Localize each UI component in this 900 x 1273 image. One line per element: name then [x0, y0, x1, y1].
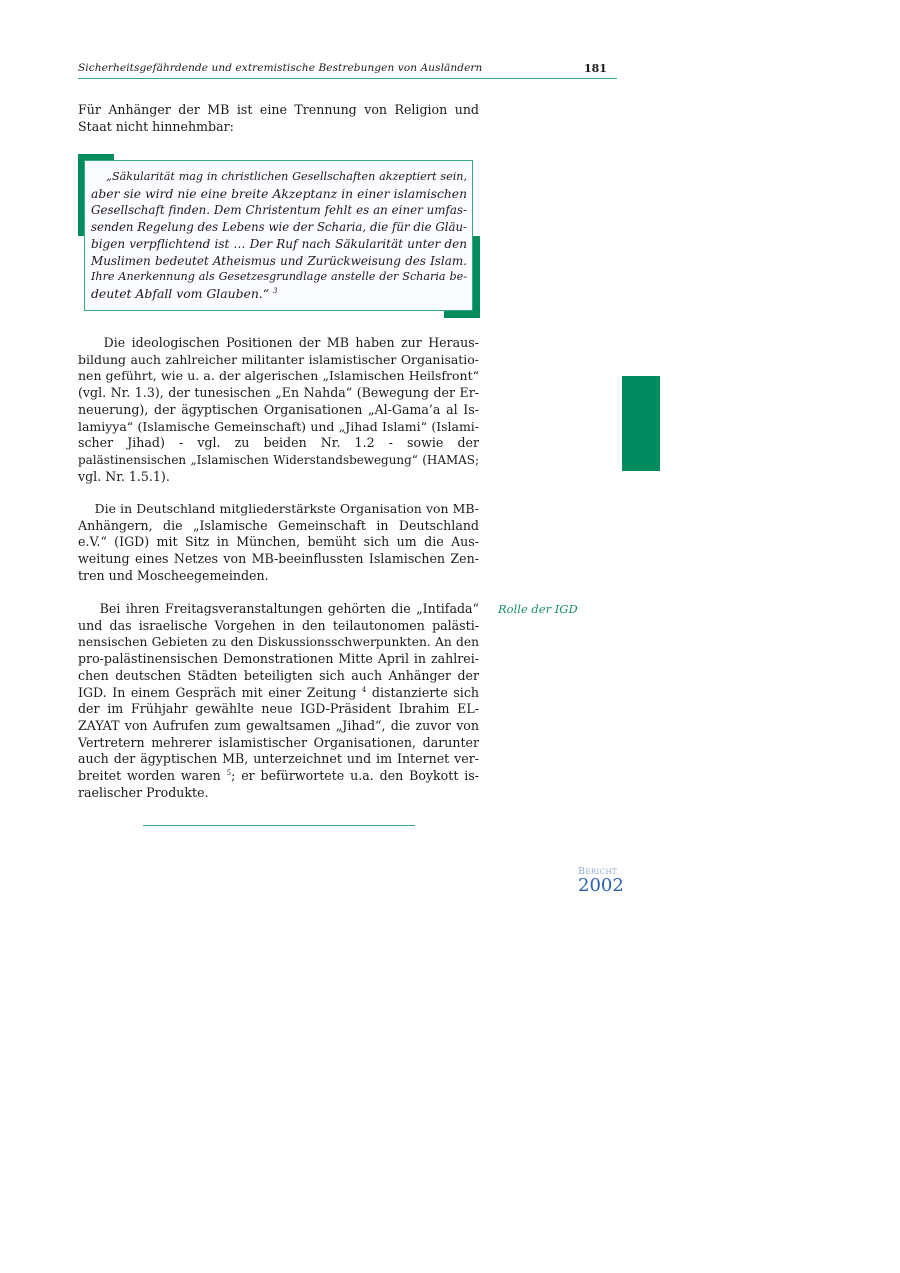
text-line: raelischer Produkte.: [78, 784, 209, 800]
text-line: e.V.“ (IGD) mit Sitz in München, bemüht sich um die Aus-: [78, 534, 479, 550]
paragraph-ideological-positions: [78, 335, 479, 485]
quote-text: [91, 169, 467, 303]
quote-line: aber sie wird nie eine breite Akzeptanz in einer islamischen: [91, 186, 467, 201]
running-title: Sicherheitsgefährdende und extremistische Bestrebungen von Ausländern: [78, 62, 483, 74]
text-line: pro-palästinensischen Demonstrationen Mitte April in zahlrei-: [78, 651, 479, 667]
chapter-tab-marker: [622, 376, 660, 471]
quote-line: Ihre Anerkennung als Gesetzesgrundlage anstelle der Scharia be-: [91, 270, 467, 284]
text-line: [78, 768, 479, 785]
text-line: lamiyya“ (Islamische Gemeinschaft) und „Jihad Islami“ (Islami-: [78, 418, 479, 434]
text-line: Die ideologischen Positionen der MB haben zur Heraus-: [78, 335, 479, 350]
text-line: der im Frühjahr gewählte neue IGD-Präsident Ibrahim EL-: [78, 701, 479, 717]
text-line: nensischen Gebieten zu den Diskussionsschwerpunkten. An den: [78, 635, 479, 650]
text-line: Staat nicht hinnehmbar:: [78, 118, 234, 134]
text-line: scher Jihad) - vgl. zu beiden Nr. 1.2 - sowie der: [78, 435, 479, 451]
text-line: vgl. Nr. 1.5.1).: [78, 468, 170, 484]
text-line: (vgl. Nr. 1.3), der tunesischen „En Nahda“ (Bewegung der Er-: [78, 385, 479, 401]
intro-paragraph: [78, 102, 479, 135]
footnote-ref: 4: [361, 685, 367, 694]
text-line: Vertretern mehrerer islamistischer Organisationen, darunter: [78, 734, 479, 750]
paragraph-igd-organisation: [78, 501, 479, 585]
footnote-separator: [143, 825, 415, 826]
text-line: Bei ihren Freitagsveranstaltungen gehörten die „Intifada“: [78, 601, 479, 616]
text-line: nen geführt, wie u. a. der algerischen „Islamischen Heilsfront“: [78, 368, 479, 384]
text-segment: breitet worden waren: [78, 768, 221, 784]
text-line: chen deutschen Städten beteiligten sich auch Anhänger der: [78, 667, 479, 683]
text-line: bildung auch zahlreicher militanter islamistischer Organisatio-: [78, 351, 479, 367]
text-line: Anhängern, die „Islamische Gemeinschaft in Deutschland: [78, 517, 479, 533]
text-line: weitung eines Netzes von MB-beeinflussten Islamischen Zen-: [78, 551, 479, 567]
text-segment: distanzierte sich: [366, 684, 479, 700]
report-logo-word: Bericht: [578, 866, 618, 877]
page-number: 181: [584, 62, 607, 75]
text-line: [78, 685, 479, 702]
paragraph-friday-events: [78, 601, 479, 801]
text-segment: ; er befürwortete u.a. den Boykott is-: [231, 768, 479, 784]
margin-note: Rolle der IGD: [498, 602, 578, 616]
quote-line: bigen verpflichtend ist … Der Ruf nach Säkularität unter den: [91, 236, 467, 251]
quote-line: „Säkularität mag in christlichen Gesellschaften akzeptiert sein,: [91, 170, 467, 183]
footnote-ref: 5: [226, 768, 232, 777]
footnote-ref: 3: [273, 286, 278, 295]
quote-line: Muslimen bedeutet Atheismus und Zurückweisung des Islam.: [91, 253, 467, 268]
text-line: Die in Deutschland mitgliederstärkste Organisation von MB-: [78, 501, 479, 516]
quote-line-text: deutet Abfall vom Glauben.“: [91, 285, 270, 301]
report-logo: [578, 866, 638, 894]
text-line: tren und Moscheegemeinden.: [78, 567, 269, 583]
text-line: palästinensischen „Islamischen Widerstandsbewegung“ (HAMAS;: [78, 452, 479, 467]
quote-line: senden Regelung des Lebens wie der Scharia, die für die Gläu-: [91, 220, 467, 235]
quote-line: Gesellschaft finden. Dem Christentum fehlt es an einer umfas-: [91, 203, 467, 218]
quote-box: [84, 160, 473, 311]
text-segment: IGD. In einem Gespräch mit einer Zeitung: [78, 684, 357, 700]
text-line: neuerung), der ägyptischen Organisationen „Al-Gama’a al Is-: [78, 401, 479, 417]
text-line: auch der ägyptischen MB, unterzeichnet und im Internet ver-: [78, 751, 479, 767]
running-header: [78, 62, 617, 79]
text-line: Für Anhänger der MB ist eine Trennung von Religion und: [78, 102, 479, 117]
report-logo-year: 2002: [578, 875, 624, 896]
text-line: ZAYAT von Aufrufen zum gewaltsamen „Jihad“, die zuvor von: [78, 717, 479, 733]
text-line: und das israelische Vorgehen in den teilautonomen palästi-: [78, 617, 479, 633]
quote-line: [91, 286, 467, 303]
